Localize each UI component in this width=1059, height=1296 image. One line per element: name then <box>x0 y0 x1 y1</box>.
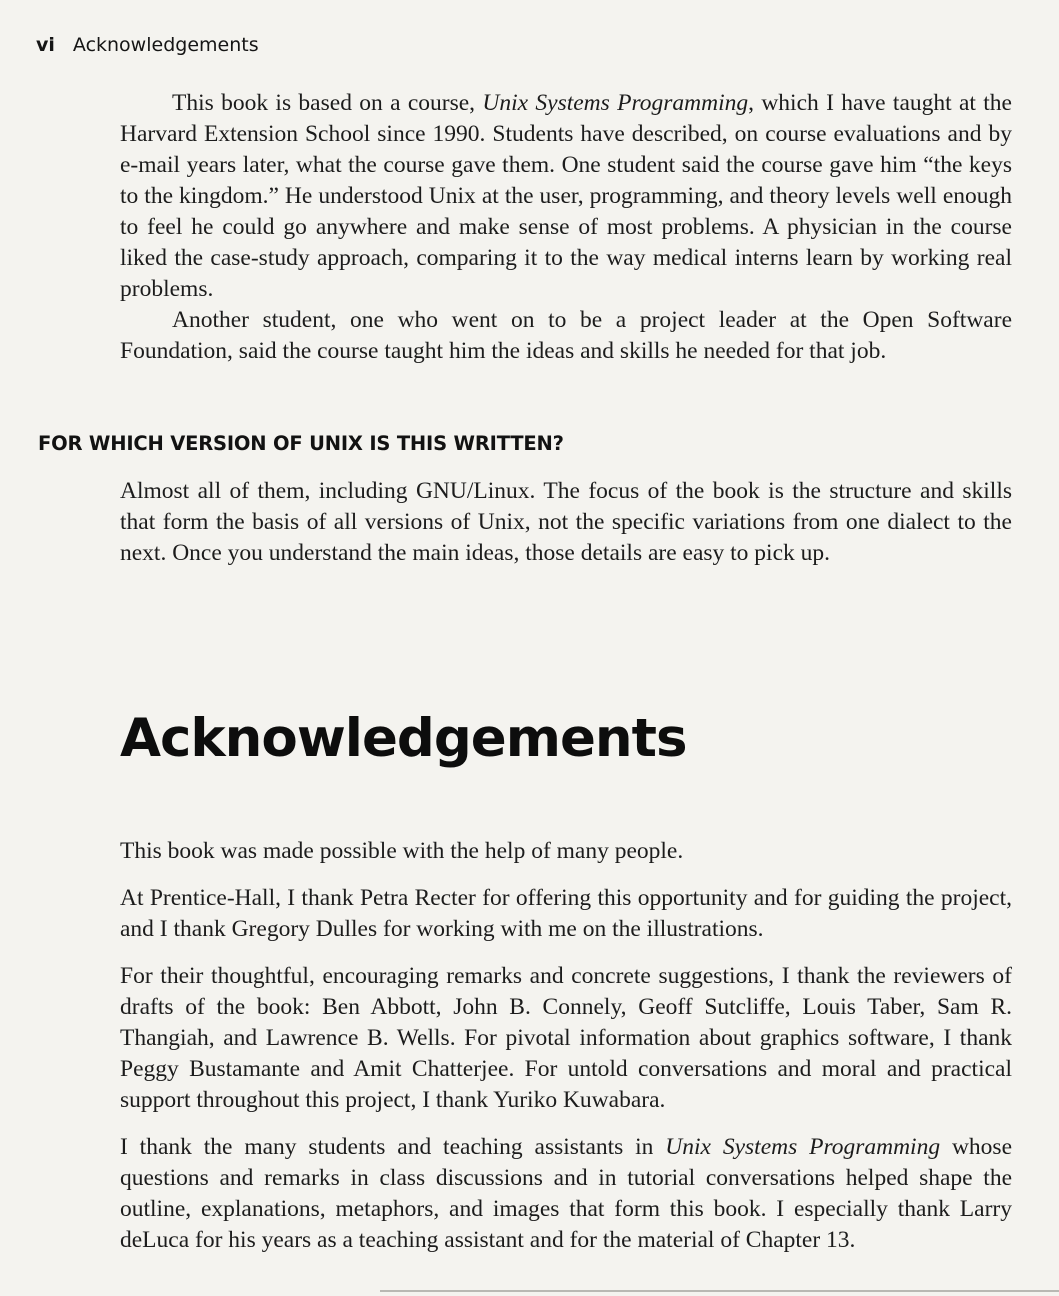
ack-p4-text-a: I thank the many students and teaching assistants in <box>120 1134 666 1160</box>
version-paragraph: Almost all of them, including GNU/Linux. The focus of the book is the structure and skills that form the basis of all versions of Unix, not the specific variations from one dialect to the next. Once you understand the main ideas, those details are easy to pick up. <box>120 478 1012 566</box>
ack-paragraph-4 <box>120 1132 1012 1256</box>
intro-p1-text-a: This book is based on a course, <box>172 90 483 116</box>
section-heading: FOR WHICH VERSION OF UNIX IS THIS WRITTEN? <box>38 432 564 455</box>
acknowledgements-section <box>120 836 1012 1256</box>
version-section <box>120 476 1012 569</box>
intro-paragraph-2: Another student, one who went on to be a project leader at the Open Software Foundation, said the course taught him the ideas and skills he needed for that job. <box>120 307 1012 364</box>
ack-paragraph-3: For their thoughtful, encouraging remarks and concrete suggestions, I thank the reviewers of drafts of the book: Ben Abbott, John B. Connely, Geoff Sutcliffe, Louis Taber, Sam R. Thangiah, and Lawrence B. Wells. For pivotal information about graphics software, I thank Peggy Bustamante and Amit Chatterjee. For untold conversations and moral and practical support throughout this project, I thank Yuriko Kuwabara. <box>120 963 1012 1113</box>
ack-paragraph-1: This book was made possible with the help of many people. <box>120 838 684 864</box>
course-title: Unix Systems Programming <box>482 90 749 116</box>
page-number: vi <box>36 34 55 56</box>
running-head <box>36 34 259 56</box>
course-title: Unix Systems Programming <box>665 1134 941 1160</box>
intro-section <box>120 88 1012 367</box>
running-head-title: Acknowledgements <box>72 34 259 56</box>
intro-paragraph-1 <box>120 88 1012 305</box>
bottom-rule <box>380 1290 1059 1292</box>
ack-p4-text-b: whose questions and remarks in class discussions and in tutorial conversations helped shape the outline, explanations, metaphors, and images that form this book. I especially thank Larry deLuca for his years as a teaching assistant and for the material of Chapter 13. <box>120 1134 1012 1253</box>
ack-paragraph-2: At Prentice-Hall, I thank Petra Recter for offering this opportunity and for guiding the project, and I thank Gregory Dulles for working with me on the illustrations. <box>120 885 1012 942</box>
intro-p1-text-b: , which I have taught at the Harvard Extension School since 1990. Students have described, on course evaluations and by e-mail years later, what the course gave them. One student said the course gave him “the keys to the kingdom.” He understood Unix at the user, programming, and theory levels well enough to feel he could go anywhere and make sense of most problems. A physician in the course liked the case-study approach, comparing it to the way medical interns learn by working real problems. <box>120 90 1012 302</box>
chapter-title: Acknowledgements <box>120 708 687 769</box>
